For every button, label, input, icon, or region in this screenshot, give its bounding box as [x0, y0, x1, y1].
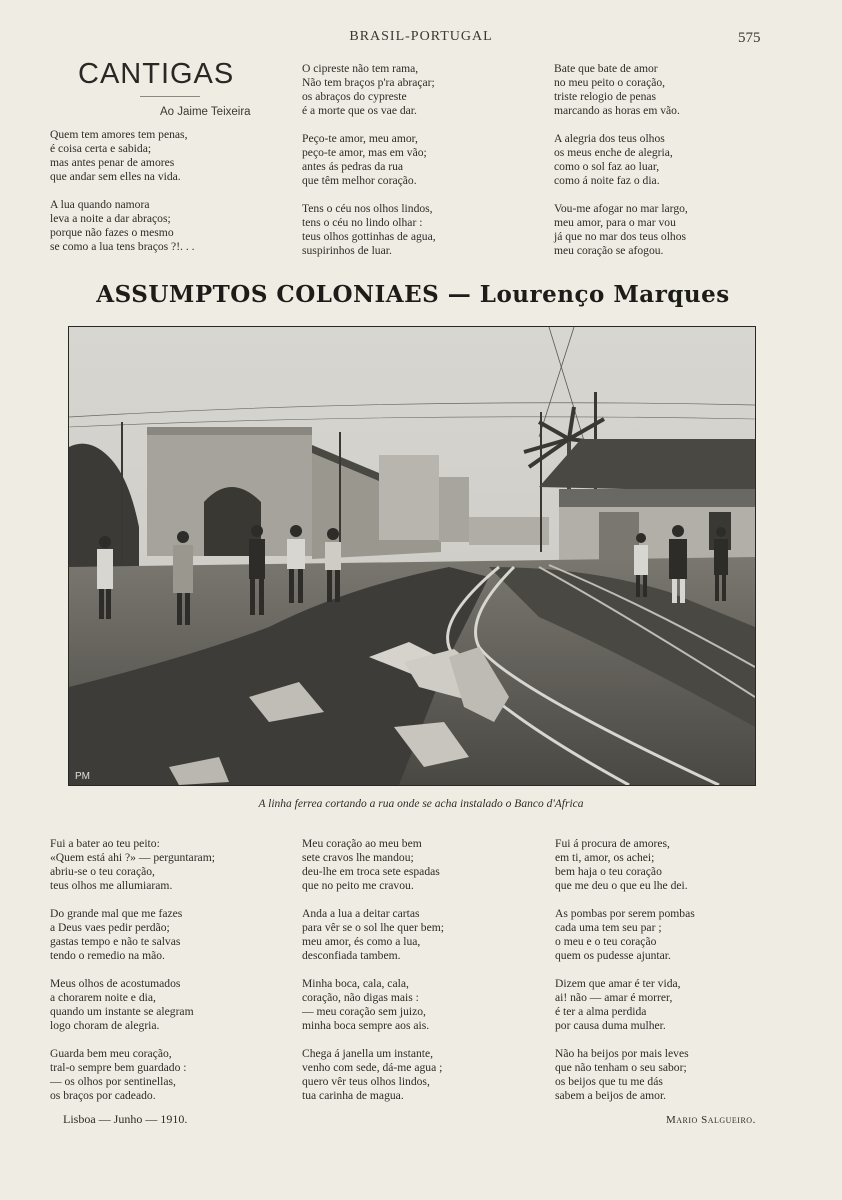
verse-line: A alegria dos teus olhos: [554, 132, 665, 145]
stanza: [50, 198, 290, 254]
stanza: [554, 202, 794, 258]
verse-line: que não tenham o seu sabor;: [555, 1061, 687, 1074]
verse-line: Meu coração ao meu bem: [302, 837, 422, 850]
place-date-signoff: Lisboa — Junho — 1910.: [63, 1112, 188, 1126]
verse-line: sete cravos lhe mandou;: [302, 851, 414, 864]
verse-line: Chega á janella um instante,: [302, 1047, 434, 1060]
verse-line: em ti, amor, os achei;: [555, 851, 655, 864]
lower-column-2: [302, 837, 542, 1117]
verse-line: Dizem que amar é ter vida,: [555, 977, 681, 990]
section-title: ASSUMPTOS COLONIAES — Lourenço Marques: [96, 281, 730, 308]
verse-line: suspirinhos de luar.: [302, 244, 392, 257]
verse-line: tens o céu no lindo olhar :: [302, 216, 423, 229]
verse-line: se como a lua tens braços ?!. . .: [50, 240, 195, 253]
upper-column-1: [50, 128, 290, 268]
photographer-signature: PM: [75, 771, 90, 782]
verse-line: deu-lhe em troca sete espadas: [302, 865, 440, 878]
verse-line: Não tem braços p'ra abraçar;: [302, 76, 435, 89]
stanza: [50, 907, 290, 963]
lower-column-1: [50, 837, 290, 1117]
verse-line: os meus enche de alegria,: [554, 146, 673, 159]
stanza: [555, 907, 795, 963]
verse-line: meu coração se afogou.: [554, 244, 664, 257]
stanza: [302, 62, 542, 118]
verse-line: que têm melhor coração.: [302, 174, 417, 187]
stanza: [302, 202, 542, 258]
verse-line: já que no mar dos teus olhos: [554, 230, 687, 243]
verse-line: O cipreste não tem rama,: [302, 62, 419, 75]
verse-line: porque não fazes o mesmo: [50, 226, 174, 239]
verse-line: Quem tem amores tem penas,: [50, 128, 188, 141]
verse-line: Fui á procura de amores,: [555, 837, 670, 850]
title-rule: [140, 96, 200, 97]
upper-column-2: [302, 62, 542, 272]
verse-line: «Quem está ahi ?» — perguntaram;: [50, 851, 215, 864]
verse-line: As pombas por serem pombas: [555, 907, 695, 920]
verse-line: que andar sem elles na vida.: [50, 170, 181, 183]
verse-line: que no peito me cravou.: [302, 879, 414, 892]
running-header: BRASIL-PORTUGAL: [349, 29, 493, 44]
author-signature: Mario Salgueiro.: [666, 1114, 756, 1126]
stanza: [555, 1047, 795, 1103]
verse-line: sabem a beijos de amor.: [555, 1089, 667, 1102]
stanza: [50, 128, 290, 184]
verse-line: tendo o remedio na mão.: [50, 949, 165, 962]
verse-line: Não ha beijos por mais leves: [555, 1047, 689, 1060]
stanza: [302, 907, 542, 963]
verse-line: ai! não — amar é morrer,: [555, 991, 673, 1004]
verse-line: a chorarem noite e dia,: [50, 991, 156, 1004]
verse-line: leva a noite a dar abraços;: [50, 212, 171, 225]
verse-line: marcando as horas em vão.: [554, 104, 680, 117]
verse-line: mas antes penar de amores: [50, 156, 175, 169]
verse-line: é coisa certa e sabida;: [50, 142, 152, 155]
lower-column-3: [555, 837, 795, 1117]
poem-dedication: Ao Jaime Teixeira: [160, 106, 251, 118]
stanza: [554, 132, 794, 188]
verse-line: teus olhos me allumiaram.: [50, 879, 173, 892]
verse-line: gastas tempo e não te salvas: [50, 935, 181, 948]
verse-line: tral-o sempre bem guardado :: [50, 1061, 187, 1074]
verse-line: meu amor, és como a lua,: [302, 935, 421, 948]
verse-line: quem os pudesse ajuntar.: [555, 949, 671, 962]
verse-line: teus olhos gottinhas de agua,: [302, 230, 436, 243]
verse-line: Bate que bate de amor: [554, 62, 658, 75]
stanza: [302, 977, 542, 1033]
page-number: 575: [738, 30, 761, 46]
verse-line: antes ás pedras da rua: [302, 160, 404, 173]
verse-line: para vêr se o sol lhe quer bem;: [302, 921, 444, 934]
verse-line: abriu-se o teu coração,: [50, 865, 155, 878]
verse-line: peço-te amor, mas em vão;: [302, 146, 427, 159]
verse-line: Peço-te amor, meu amor,: [302, 132, 418, 145]
verse-line: — os olhos por sentinellas,: [50, 1075, 176, 1088]
verse-line: Vou-me afogar no mar largo,: [554, 202, 688, 215]
verse-line: meu amor, para o mar vou: [554, 216, 676, 229]
verse-line: A lua quando namora: [50, 198, 150, 211]
verse-line: bem haja o teu coração: [555, 865, 662, 878]
stanza: [50, 837, 290, 893]
verse-line: que me deu o que eu lhe dei.: [555, 879, 688, 892]
verse-line: como o sol faz ao luar,: [554, 160, 660, 173]
verse-line: Fui a bater ao teu peito:: [50, 837, 160, 850]
stanza: [555, 837, 795, 893]
stanza: [555, 977, 795, 1033]
upper-column-3: [554, 62, 794, 272]
verse-line: quero vêr teus olhos lindos,: [302, 1075, 430, 1088]
verse-line: coração, não digas mais :: [302, 991, 419, 1004]
street-railway-photo: [68, 326, 756, 786]
verse-line: é ter a alma perdida: [555, 1005, 647, 1018]
verse-line: os braços por cadeado.: [50, 1089, 156, 1102]
verse-line: venho com sede, dá-me agua ;: [302, 1061, 443, 1074]
verse-line: a Deus vaes pedir perdão;: [50, 921, 170, 934]
verse-line: desconfiada tambem.: [302, 949, 401, 962]
verse-line: cada uma tem seu par ;: [555, 921, 662, 934]
verse-line: triste relogio de penas: [554, 90, 657, 103]
verse-line: Anda a lua a deitar cartas: [302, 907, 420, 920]
verse-line: tua carinha de magua.: [302, 1089, 404, 1102]
verse-line: os beijos que tu me dás: [555, 1075, 663, 1088]
stanza: [554, 62, 794, 118]
stanza: [302, 132, 542, 188]
verse-line: é a morte que os vae dar.: [302, 104, 417, 117]
verse-line: Minha boca, cala, cala,: [302, 977, 409, 990]
poem-title: CANTIGAS: [78, 58, 235, 90]
verse-line: os abraços do cypreste: [302, 90, 407, 103]
verse-line: Tens o céu nos olhos lindos,: [302, 202, 433, 215]
verse-line: por causa duma mulher.: [555, 1019, 666, 1032]
stanza: [302, 837, 542, 893]
verse-line: o meu e o teu coração: [555, 935, 657, 948]
verse-line: Meus olhos de acostumados: [50, 977, 181, 990]
verse-line: como á noite faz o dia.: [554, 174, 660, 187]
verse-line: minha boca sempre aos ais.: [302, 1019, 430, 1032]
verse-line: no meu peito o coração,: [554, 76, 666, 89]
verse-line: quando um instante se alegram: [50, 1005, 194, 1018]
stanza: [50, 977, 290, 1033]
photo-caption: A linha ferrea cortando a rua onde se acha instalado o Banco d'Africa: [258, 798, 584, 810]
verse-line: — meu coração sem juizo,: [302, 1005, 426, 1018]
verse-line: Do grande mal que me fazes: [50, 907, 183, 920]
stanza: [50, 1047, 290, 1103]
verse-line: Guarda bem meu coração,: [50, 1047, 172, 1060]
verse-line: logo choram de alegria.: [50, 1019, 160, 1032]
stanza: [302, 1047, 542, 1103]
